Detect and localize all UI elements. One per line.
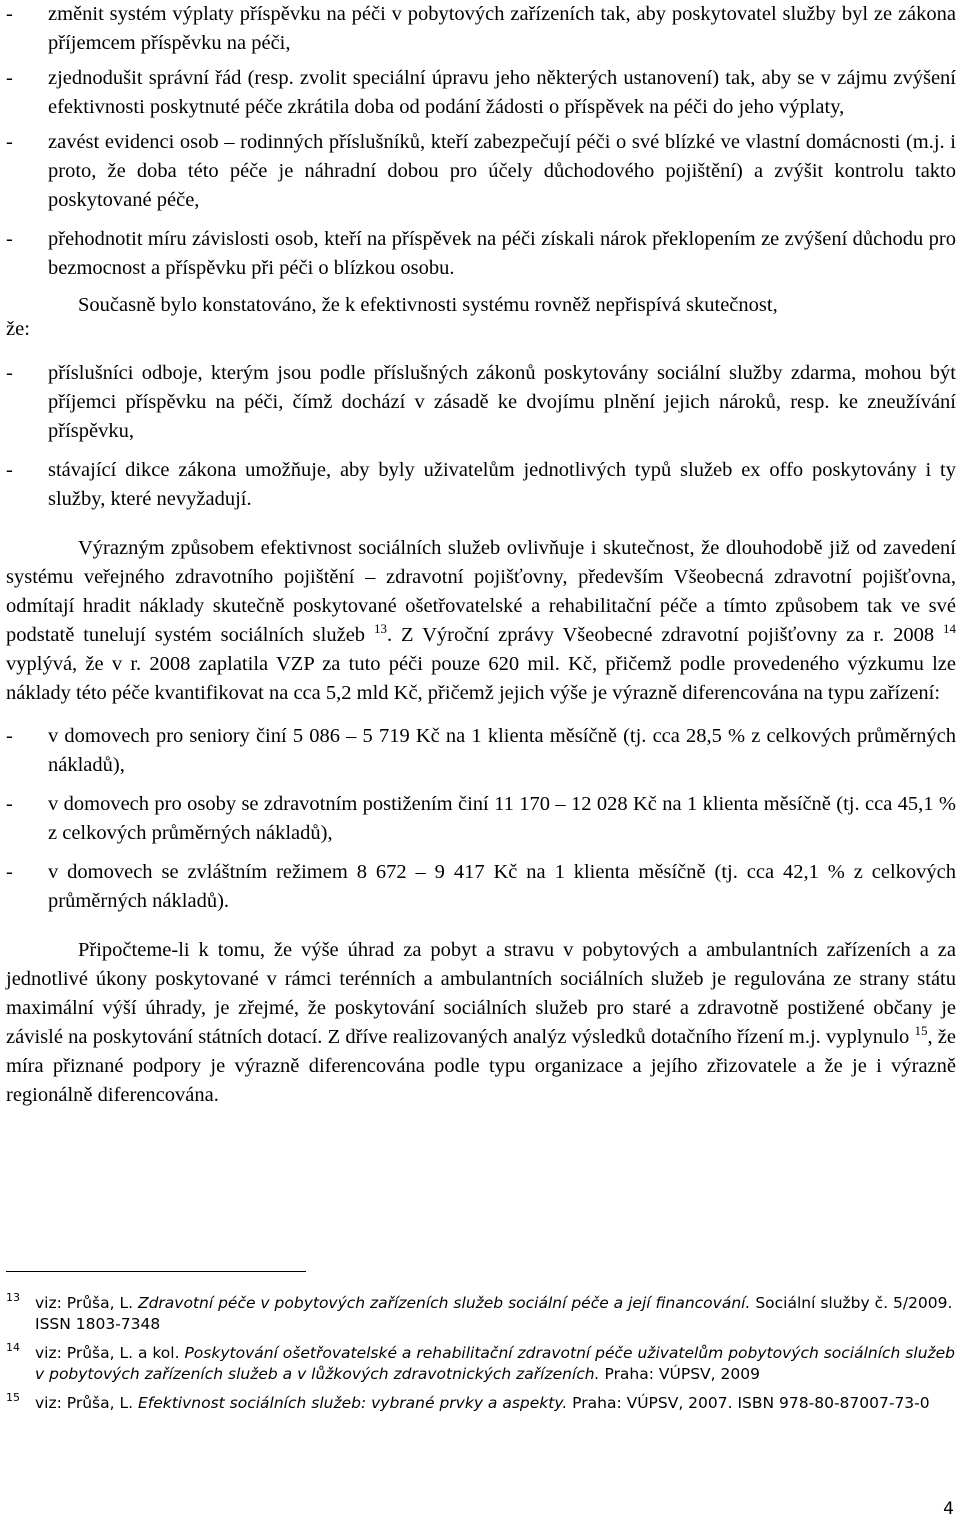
statement-ze: že: [6, 318, 30, 340]
paragraph-text: . Z Výroční zprávy Všeobecné zdravotní pojišťovny za r. 2008 [386, 624, 943, 646]
footnote-text: viz: Průša, L. [35, 1294, 138, 1312]
footnote-title: Poskytování ošetřovatelské a rehabilitační zdravotní péče uživatelům pobytových sociálních služeb v pobytových zařízeních služeb a v lůžkových zdravotnických zařízeních. [35, 1344, 956, 1383]
footnote-title: Zdravotní péče v pobytových zařízeních služeb sociální péče a její financování. [137, 1294, 751, 1312]
list-item-text: změnit systém výplaty příspěvku na péči v pobytových zařízeních tak, aby poskytovatel služby byl ze zákona příjemcem příspěvku na péči, [48, 3, 956, 54]
list-item [6, 790, 956, 848]
footnote-separator [6, 1271, 306, 1272]
footnote-text: viz: Průša, L. [35, 1394, 138, 1412]
footnotes [6, 1293, 956, 1422]
list-bullet: - [6, 793, 13, 815]
statement-block [6, 291, 956, 345]
paragraph-vzp [6, 534, 956, 708]
list-bullet: - [6, 362, 13, 384]
paragraph-text: Připočteme-li k tomu, že výše úhrad za pobyt a stravu v pobytových a ambulantních zařízeních a za jednotlivé úkony poskytované v rámci terénních a ambulantních sociálních služeb je regulována ze strany státu maximální výší úhrady, je zřejmé, že poskytování sociálních služeb pro staré a zdravotně postižené občany je závislé na poskytování státních dotací. Z dříve realizovaných analýz výsledků dotačního řízení m.j. vyplynulo [6, 939, 956, 1048]
footnote-title: Efektivnost sociálních služeb: vybrané prvky a aspekty. [137, 1394, 568, 1412]
footnote-ref[interactable]: 13 [373, 621, 387, 637]
paragraph-text: , že míra přiznané podpory je výrazně diferencována podle typu organizace a jejího zřizovatele a že je i výrazně regionálně diferencována. [6, 1026, 956, 1106]
list-item-text: zavést evidenci osob – rodinných příslušníků, kteří zabezpečují péči o své blízké ve vlastní domácnosti (m.j. i proto, že doba této péče je náhradní dobou pro účely důchodového pojištění) a zvýšit kontrolu takto poskytované péče, [48, 131, 956, 211]
footnote [6, 1293, 956, 1335]
footnote-number: 13 [6, 1291, 20, 1304]
list-item-text: přehodnotit míru závislosti osob, kteří na příspěvek na péči získali nárok překlopením ze zvýšení důchodu pro bezmocnost a příspěvku při péči o blízkou osobu. [48, 228, 956, 279]
list-item [6, 64, 956, 122]
list-item-text: v domovech pro seniory činí 5 086 – 5 719 Kč na 1 klienta měsíčně (tj. cca 28,5 % z celkových průměrných nákladů), [48, 725, 956, 776]
footnote [6, 1343, 956, 1385]
recommendations-list [6, 0, 956, 283]
statement-line: Současně bylo konstatováno, že k efektivnosti systému rovněž nepřispívá skutečnost, [78, 294, 778, 316]
list-bullet: - [6, 3, 13, 25]
list-item [6, 456, 956, 514]
list-item-text: v domovech pro osoby se zdravotním postižením činí 11 170 – 12 028 Kč na 1 klienta měsíčně (tj. cca 45,1 % z celkových průměrných nákladů), [48, 793, 956, 844]
footnote [6, 1393, 956, 1414]
footnote-text: Sociální služby č. 5/2009. ISSN 1803-7348 [35, 1294, 953, 1333]
document-body [6, 0, 956, 1110]
footnote-text: Praha: VÚPSV, 2007. ISBN 978-80-87007-73-0 [567, 1394, 930, 1412]
findings-list [6, 359, 956, 514]
list-bullet: - [6, 131, 13, 153]
list-bullet: - [6, 228, 13, 250]
paragraph-text: vyplývá, že v r. 2008 zaplatila VZP za tuto péči pouze 620 mil. Kč, přičemž podle provedeného výzkumu lze náklady této péče kvantifikovat na cca 5,2 mld Kč, přičemž jejich výše je výrazně diferencována na typu zařízení: [6, 653, 956, 704]
list-item [6, 0, 956, 58]
list-item [6, 359, 956, 446]
footnote-ref[interactable]: 14 [942, 621, 956, 637]
list-bullet: - [6, 725, 13, 747]
list-item-text: stávající dikce zákona umožňuje, aby byly uživatelům jednotlivých typů služeb ex offo poskytovány i ty služby, které nevyžadují. [48, 459, 956, 510]
list-item [6, 722, 956, 780]
footnote-number: 15 [6, 1391, 20, 1404]
paragraph-text: Výrazným způsobem efektivnost sociálních služeb ovlivňuje i skutečnost, že dlouhodobě již od zavedení systému veřejného zdravotního pojištění – zdravotní pojišťovny, především Všeobecná zdravotní pojišťovna, odmítají hradit náklady skutečně poskytované ošetřovatelské a rehabilitační péče a tímto způsobem tak ve své podstatě tunelují systém sociálních služeb [6, 537, 956, 646]
list-item-text: příslušníci odboje, kterým jsou podle příslušných zákonů poskytovány sociální služby zdarma, mohou být příjemci příspěvku na péči, čímž dochází v zásadě ke dvojímu plnění jejich nároků, resp. ke zneužívání příspěvku, [48, 362, 956, 442]
page-number: 4 [943, 1499, 954, 1519]
list-bullet: - [6, 861, 13, 883]
costs-list [6, 722, 956, 916]
footnote-number: 14 [6, 1341, 20, 1354]
list-item-text: v domovech se zvláštním režimem 8 672 – 9 417 Kč na 1 klienta měsíčně (tj. cca 42,1 % z celkových průměrných nákladů). [48, 861, 956, 912]
list-bullet: - [6, 459, 13, 481]
list-item-text: zjednodušit správní řád (resp. zvolit speciální úpravu jeho některých ustanovení) tak, aby se v zájmu zvýšení efektivnosti poskytnuté péče zkrátila doba od podání žádosti o příspěvek na péči do jeho výplaty, [48, 67, 956, 118]
list-item [6, 858, 956, 916]
list-item [6, 225, 956, 283]
paragraph-subsidies [6, 936, 956, 1110]
footnote-ref[interactable]: 15 [914, 1023, 928, 1039]
list-bullet: - [6, 67, 13, 89]
list-item [6, 128, 956, 215]
footnote-text: Praha: VÚPSV, 2009 [599, 1365, 760, 1383]
footnote-text: viz: Průša, L. a kol. [35, 1344, 185, 1362]
